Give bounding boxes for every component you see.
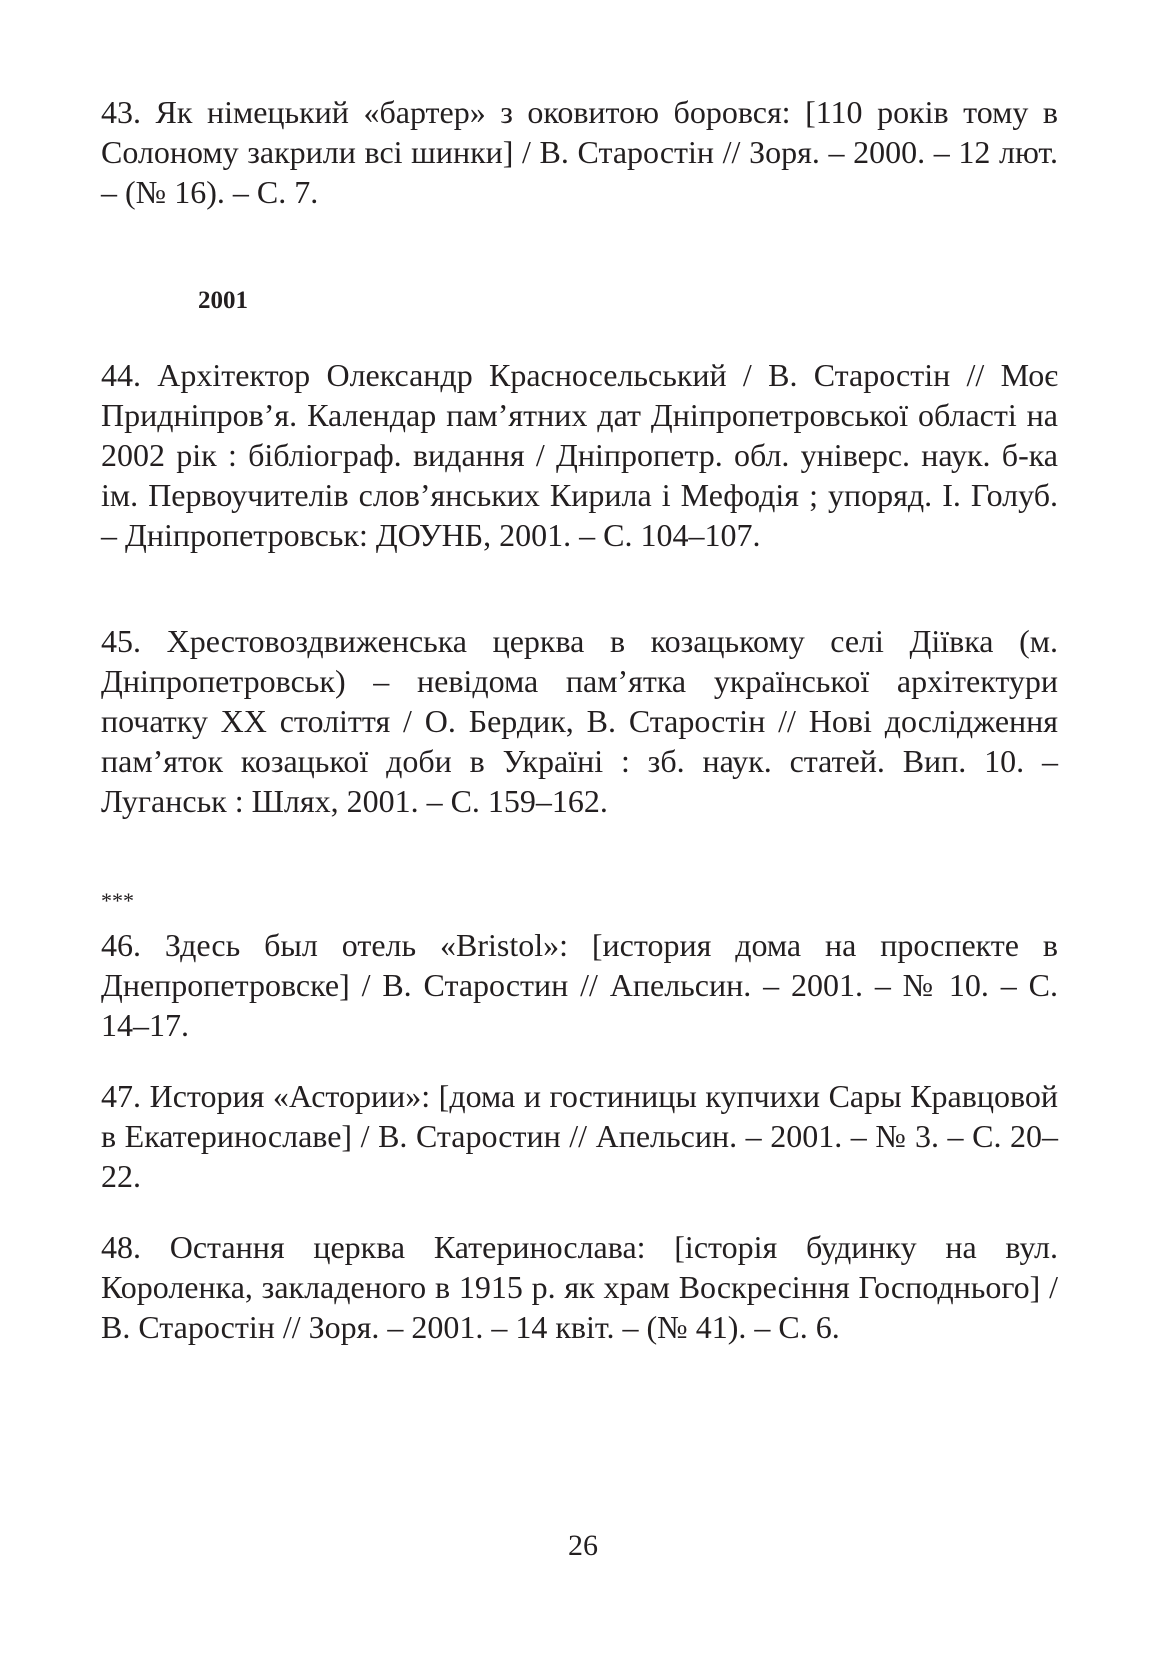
section-separator: *** bbox=[101, 888, 134, 913]
bibliography-entry-44: 44. Архітектор Олександр Красносельський / В. Старостін // Моє Придніпров’я. Календар пам’ятних дат Дніпропетровської області на 2002 рік : бібліограф. видання / Дніпропетр. обл. універс. наук. б-ка ім. Первоучителів слов’янських Кирила і Мефодія ; упоряд. І. Голуб. – Дніпропетровськ: ДОУНБ, 2001. – С. 104–107. bbox=[101, 357, 1058, 553]
page-number: 26 bbox=[568, 1529, 598, 1562]
year-heading: 2001 bbox=[198, 287, 248, 314]
bibliography-entry-47: 47. История «Астории»: [дома и гостиницы купчихи Сары Кравцовой в Екатеринославе] / В. Старостин // Апельсин. – 2001. – № 3. – С. 20–22. bbox=[101, 1078, 1058, 1194]
bibliography-entry-46: 46. Здесь был отель «Bristol»: [история дома на проспекте в Днепропетровске] / В. Старостин // Апельсин. – 2001. – № 10. – С. 14–17. bbox=[101, 927, 1058, 1043]
bibliography-entry-43: 43. Як німецький «бартер» з оковитою боровся: [110 років тому в Солоному закрили всі шинки] / В. Старостін // Зоря. – 2000. – 12 лют. – (№ 16). – С. 7. bbox=[101, 94, 1058, 210]
bibliography-entry-45: 45. Хрестовоздвиженська церква в козацькому селі Діївка (м. Дніпропетровськ) – невідома пам’ятка української архітектури початку ХХ століття / О. Бердик, В. Старостін // Нові дослідження пам’яток козацької доби в Україні : зб. наук. статей. Вип. 10. – Луганськ : Шлях, 2001. – С. 159–162. bbox=[101, 623, 1058, 819]
bibliography-entry-48: 48. Остання церква Катеринослава: [історія будинку на вул. Короленка, закладеного в 1915 р. як храм Воскресіння Господнього] / В. Старостін // Зоря. – 2001. – 14 квіт. – (№ 41). – С. 6. bbox=[101, 1229, 1058, 1345]
